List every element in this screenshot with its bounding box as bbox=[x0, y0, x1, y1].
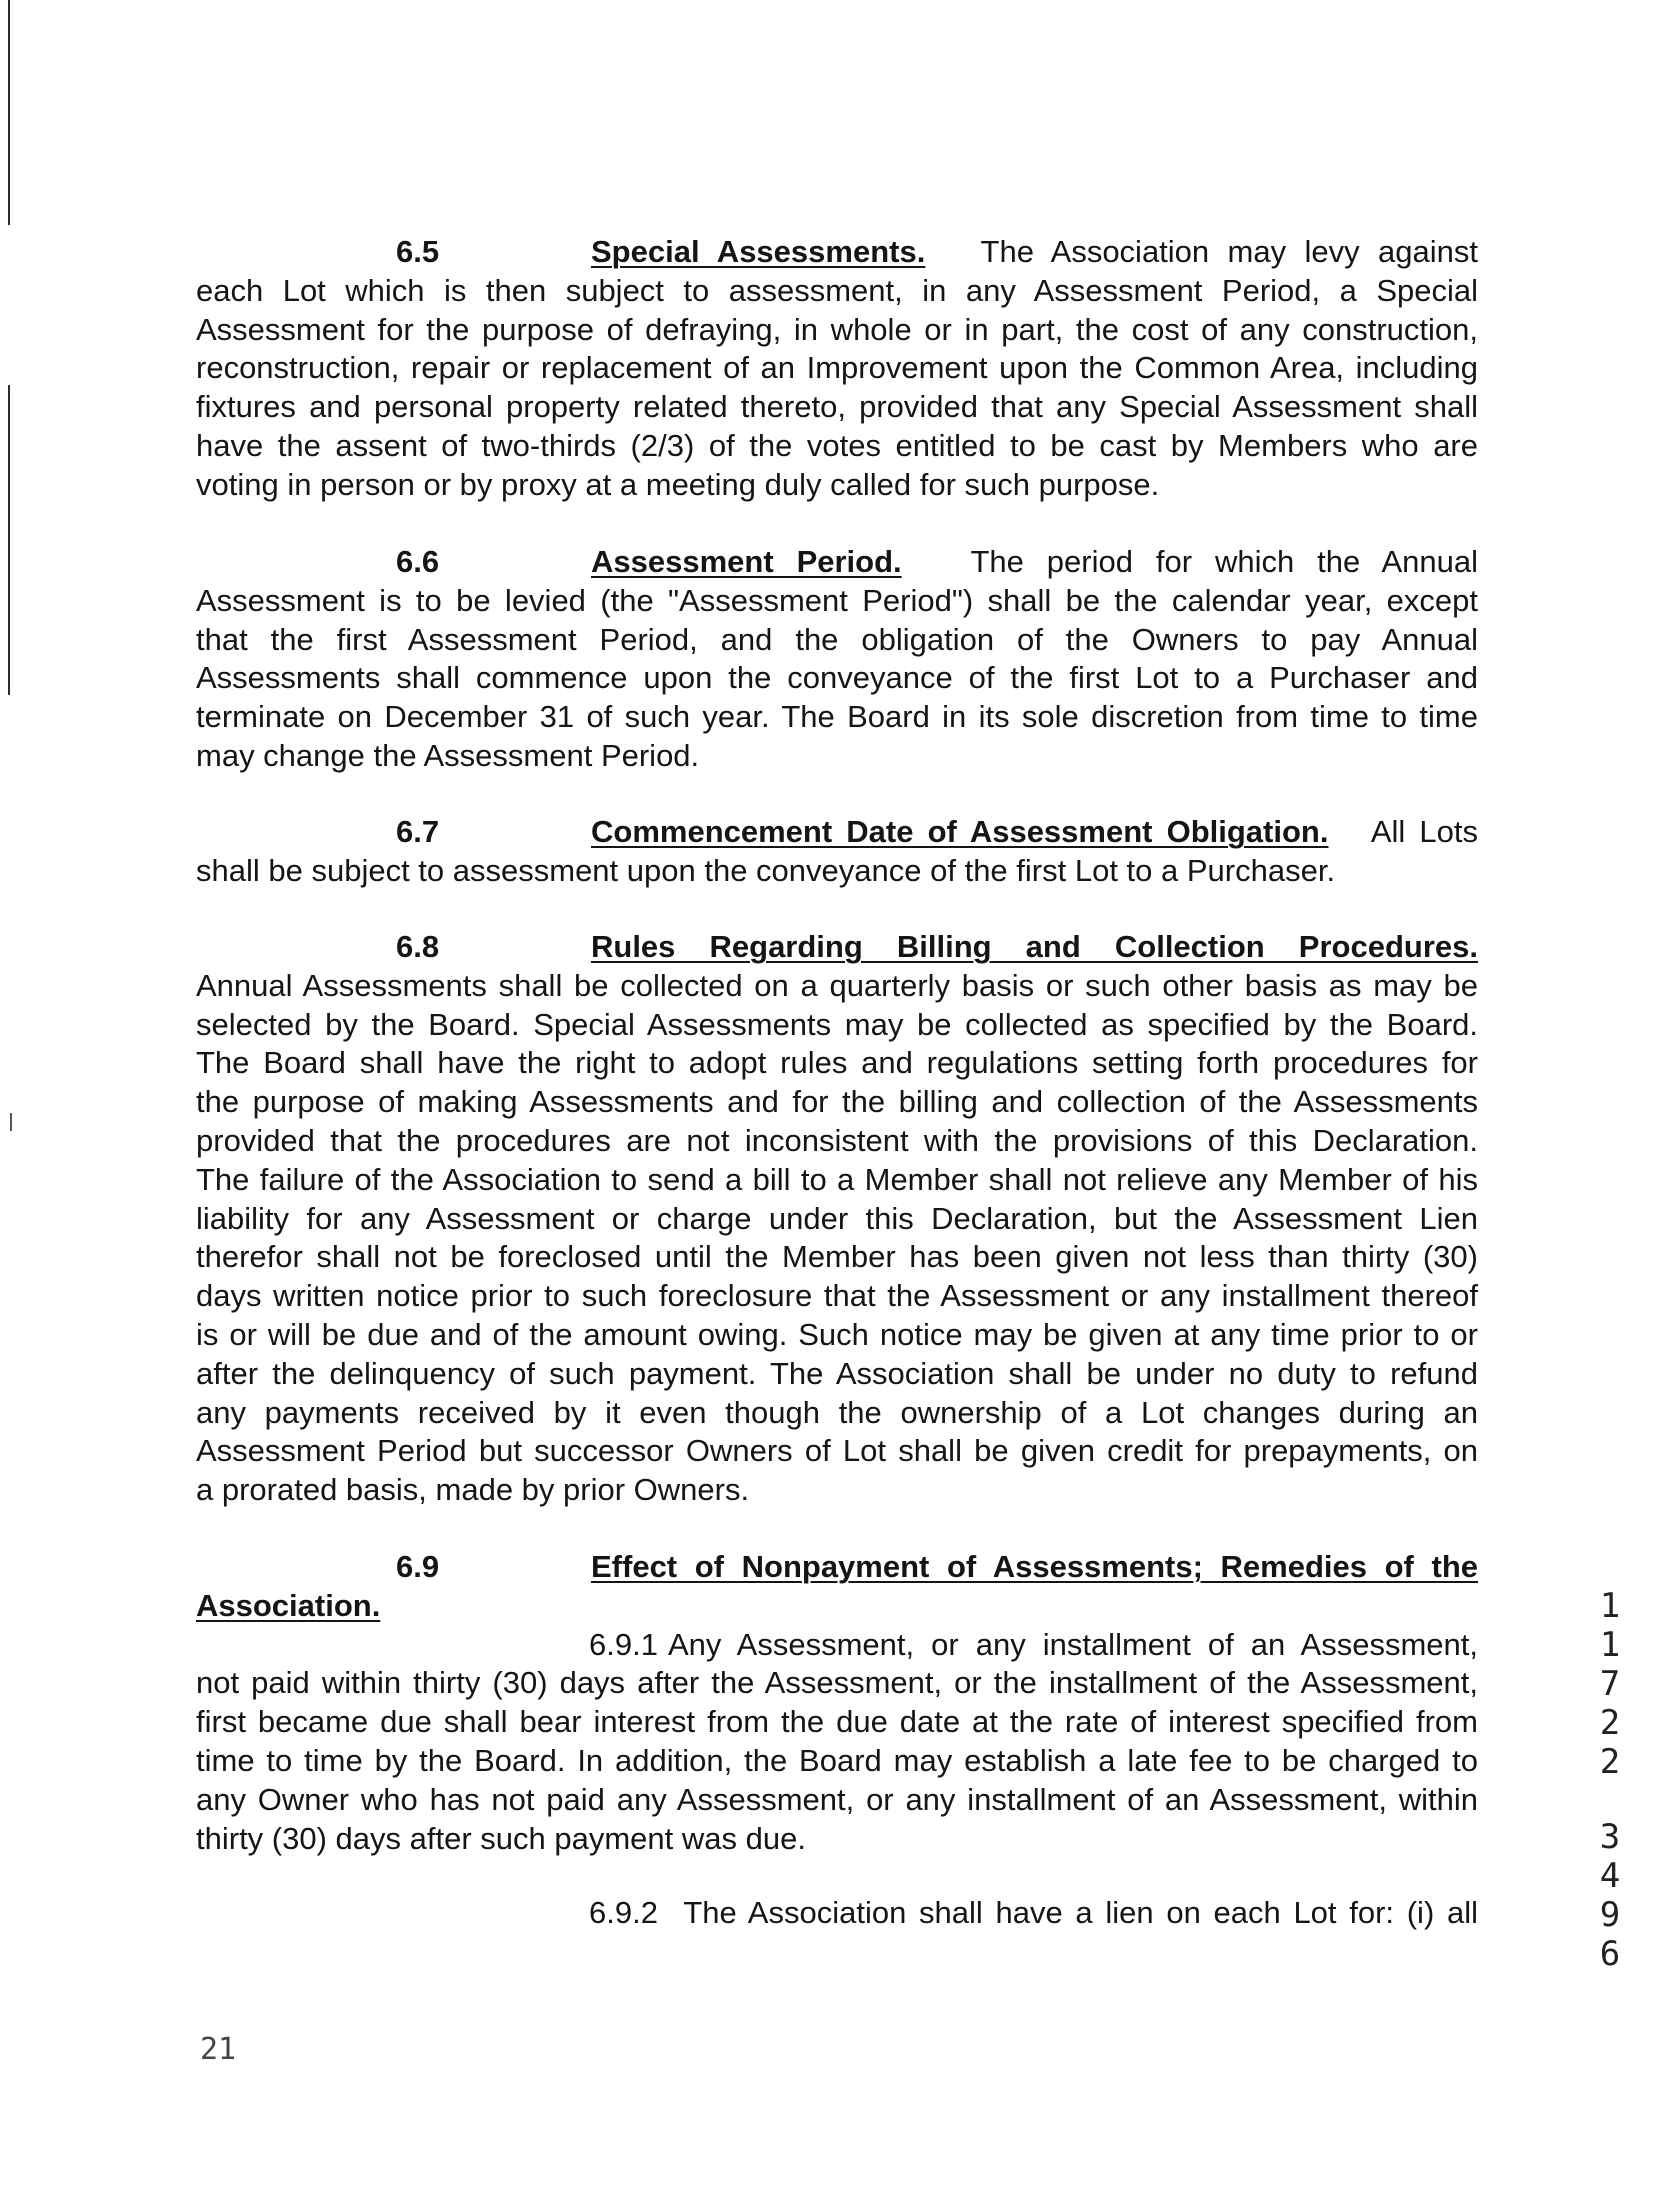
text-line: a prorated basis, made by prior Owners. bbox=[196, 1472, 750, 1508]
text-line: terminate on December 31 of such year. The Board in its sole discretion from time to time bbox=[196, 699, 1478, 735]
section-6-6 bbox=[196, 543, 1478, 776]
text-line: have the assent of two-thirds (2/3) of the votes entitled to be cast by Members who are bbox=[196, 427, 1478, 463]
text-line: fixtures and personal property related thereto, provided that any Special Assessment shall bbox=[196, 389, 1478, 425]
text-line: Assessment is to be levied (the "Assessment Period") shall be the calendar year, except bbox=[196, 582, 1478, 618]
text-line: Annual Assessments shall be collected on a quarterly basis or such other basis as may be bbox=[196, 967, 1478, 1003]
section-heading: Commencement Date of Assessment Obligation. bbox=[591, 814, 1329, 849]
text-line: The Board shall have the right to adopt rules and regulations setting forth procedures for bbox=[196, 1045, 1478, 1081]
stamp-digit: 3 bbox=[1599, 1817, 1621, 1857]
section-heading-continued: Association. bbox=[196, 1587, 381, 1623]
section-number: 6.8 bbox=[396, 929, 440, 964]
section-number: 6.5 bbox=[396, 234, 440, 269]
section-heading: Rules Regarding Billing and Collection Procedures. bbox=[591, 929, 1478, 964]
text-line: shall be subject to assessment upon the conveyance of the first Lot to a Purchaser. bbox=[196, 852, 1336, 888]
stamp-digit: 4 bbox=[1599, 1856, 1621, 1896]
text-line: time to time by the Board. In addition, the Board may establish a late fee to be charged to bbox=[196, 1742, 1478, 1778]
section-heading: Special Assessments. bbox=[591, 234, 926, 269]
section-number: 6.7 bbox=[396, 814, 440, 849]
text-line: Assessment Period but successor Owners of Lot shall be given credit for prepayments, on bbox=[196, 1433, 1478, 1469]
stamp-digit: 7 bbox=[1599, 1664, 1621, 1704]
text-line: liability for any Assessment or charge under this Declaration, but the Assessment Lien bbox=[196, 1200, 1478, 1236]
scan-margin-mark bbox=[8, 385, 10, 695]
text-line: voting in person or by proxy at a meeting duly called for such purpose. bbox=[196, 466, 1160, 502]
stamp-digit: 1 bbox=[1599, 1625, 1621, 1665]
section-number: 6.6 bbox=[396, 544, 440, 579]
text-line: each Lot which is then subject to assessment, in any Assessment Period, a Special bbox=[196, 272, 1478, 308]
text-line: Assessment for the purpose of defraying, in whole or in part, the cost of any construction, bbox=[196, 311, 1478, 347]
text-line: provided that the procedures are not inconsistent with the provisions of this Declaration. bbox=[196, 1122, 1478, 1158]
text-line: selected by the Board. Special Assessments may be collected as specified by the Board. bbox=[196, 1006, 1478, 1042]
scan-margin-tick bbox=[10, 1113, 12, 1131]
stamp-digit: 1 bbox=[1599, 1586, 1621, 1626]
section-number: 6.9 bbox=[396, 1549, 440, 1584]
text-line: after the delinquency of such payment. The Association shall be under no duty to refund bbox=[196, 1355, 1478, 1391]
text-line: first became due shall bear interest from the due date at the rate of interest specified from bbox=[196, 1704, 1478, 1740]
text-line: The period for which the Annual bbox=[970, 544, 1479, 579]
text-line: Assessments shall commence upon the conveyance of the first Lot to a Purchaser and bbox=[196, 660, 1478, 696]
text-line: All Lots bbox=[1370, 814, 1478, 849]
text-line: The Association may levy against bbox=[980, 234, 1479, 269]
text-line: thirty (30) days after such payment was due. bbox=[196, 1820, 806, 1856]
text-line: Any Assessment, or any installment of an Assessment, bbox=[667, 1626, 1478, 1662]
section-6-5 bbox=[196, 233, 1478, 505]
scan-margin-mark bbox=[8, 0, 10, 225]
stamp-digit: 2 bbox=[1599, 1703, 1621, 1743]
section-heading: Assessment Period. bbox=[591, 544, 902, 579]
text-line: is or will be due and of the amount owing. Such notice may be given at any time prior to or bbox=[196, 1316, 1478, 1352]
text-line: The failure of the Association to send a bill to a Member shall not relieve any Member of his bbox=[196, 1161, 1478, 1197]
stamp-digit: 9 bbox=[1599, 1895, 1621, 1935]
text-line: the purpose of making Assessments and for the billing and collection of the Assessments bbox=[196, 1084, 1478, 1120]
subsection-6-9-2-line bbox=[196, 1894, 1478, 1933]
text-line: may change the Assessment Period. bbox=[196, 737, 700, 773]
page-number: 21 bbox=[200, 2032, 237, 2067]
stamp-digit: 6 bbox=[1599, 1934, 1621, 1974]
text-line: The Association shall have a lien on each Lot for: (i) all bbox=[683, 1895, 1478, 1931]
section-heading: Effect of Nonpayment of Assessments; Remedies of the bbox=[591, 1549, 1478, 1584]
text-line: therefor shall not be foreclosed until the Member has been given not less than thirty (30) bbox=[196, 1239, 1478, 1275]
subsection-number: 6.9.2 bbox=[589, 1895, 658, 1931]
recording-stamp bbox=[1590, 1587, 1630, 1974]
section-6-7 bbox=[196, 813, 1478, 891]
text-line: that the first Assessment Period, and the obligation of the Owners to pay Annual bbox=[196, 621, 1478, 657]
text-line: any Owner who has not paid any Assessment, or any installment of an Assessment, within bbox=[196, 1781, 1478, 1817]
section-6-9 bbox=[196, 1548, 1478, 1933]
text-line: any payments received by it even though the ownership of a Lot changes during an bbox=[196, 1394, 1478, 1430]
text-line: not paid within thirty (30) days after the Assessment, or the installment of the Assessment, bbox=[196, 1665, 1478, 1701]
stamp-digit: 2 bbox=[1599, 1742, 1621, 1782]
text-line: days written notice prior to such foreclosure that the Assessment or any installment thereof bbox=[196, 1278, 1478, 1314]
section-6-8 bbox=[196, 928, 1478, 1510]
text-line: reconstruction, repair or replacement of an Improvement upon the Common Area, including bbox=[196, 350, 1478, 386]
subsection-number: 6.9.1 bbox=[589, 1626, 658, 1662]
